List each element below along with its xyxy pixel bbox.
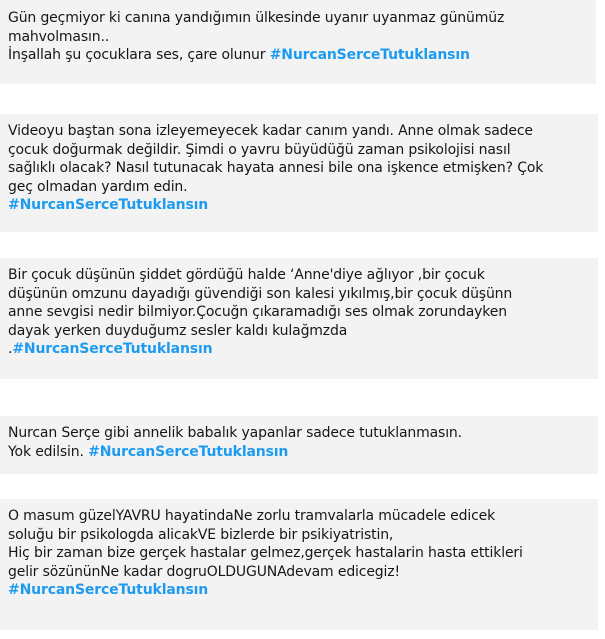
hashtag-link[interactable]: #NurcanSerceTutuklansın [12,341,213,357]
tweet-text: Gün geçmiyor ki canına yandığımın ülkesinde uyanır uyanmaz günümüz mahvolmasın.. İnşallah şu çocuklara ses, çare olunur [8,10,505,63]
hashtag-link[interactable]: #NurcanSerceTutuklansın [8,582,209,598]
tweet-card [0,114,598,232]
hashtag-link[interactable]: #NurcanSerceTutuklansın [88,443,289,460]
tweet-text: Videoyu baştan sona izleyemeyecek kadar canım yandı. Anne olmak sadece çocuk doğurmak değildir. Şimdi o yavru büyüdüğü zaman psikolojisi nasıl sağlıklı olacak? Nasıl tutunacak hayata annesi bile ona işkence etmişken? Çok geç olmadan yardım edin. [8,123,544,195]
tweet-text: O masum güzelYAVRU hayatindaNe zorlu tramvalarla mücadele edicek soluğu bir psikologda alicakVE bizlerde bir psikiyatristin, Hiç bir zaman bize gerçek hastalar gelmez,gerçek hastalarin hasta ettikleri gelir sözününNe kadar dogruOLDUGUNAdevam edicegiz! [8,508,523,580]
hashtag-link[interactable]: #NurcanSerceTutuklansın [269,47,470,63]
tweet-text: Bir çocuk düşünün şiddet gördüğü halde ‘Anne'diye ağlıyor ,bir çocuk düşünün omzunu dayadığı güvendiği son kalesi yıkılmış,bir çocuk düşünn anne sevgisi nedir bilmiyor.Çocuğn çıkaramadığı ses olmak zorundayken dayak yerken duyduğumz sesler kaldı kulağmzda . [8,267,513,357]
tweet-card [0,258,598,379]
hashtag-link[interactable]: #NurcanSerceTutuklansın [8,197,209,213]
tweet-card [0,0,596,84]
tweet-card [0,416,598,474]
tweet-card [0,499,598,630]
tweet-text: Nurcan Serçe gibi annelik babalık yapanlar sadece tutuklanmasın. Yok edilsin. [8,425,462,460]
